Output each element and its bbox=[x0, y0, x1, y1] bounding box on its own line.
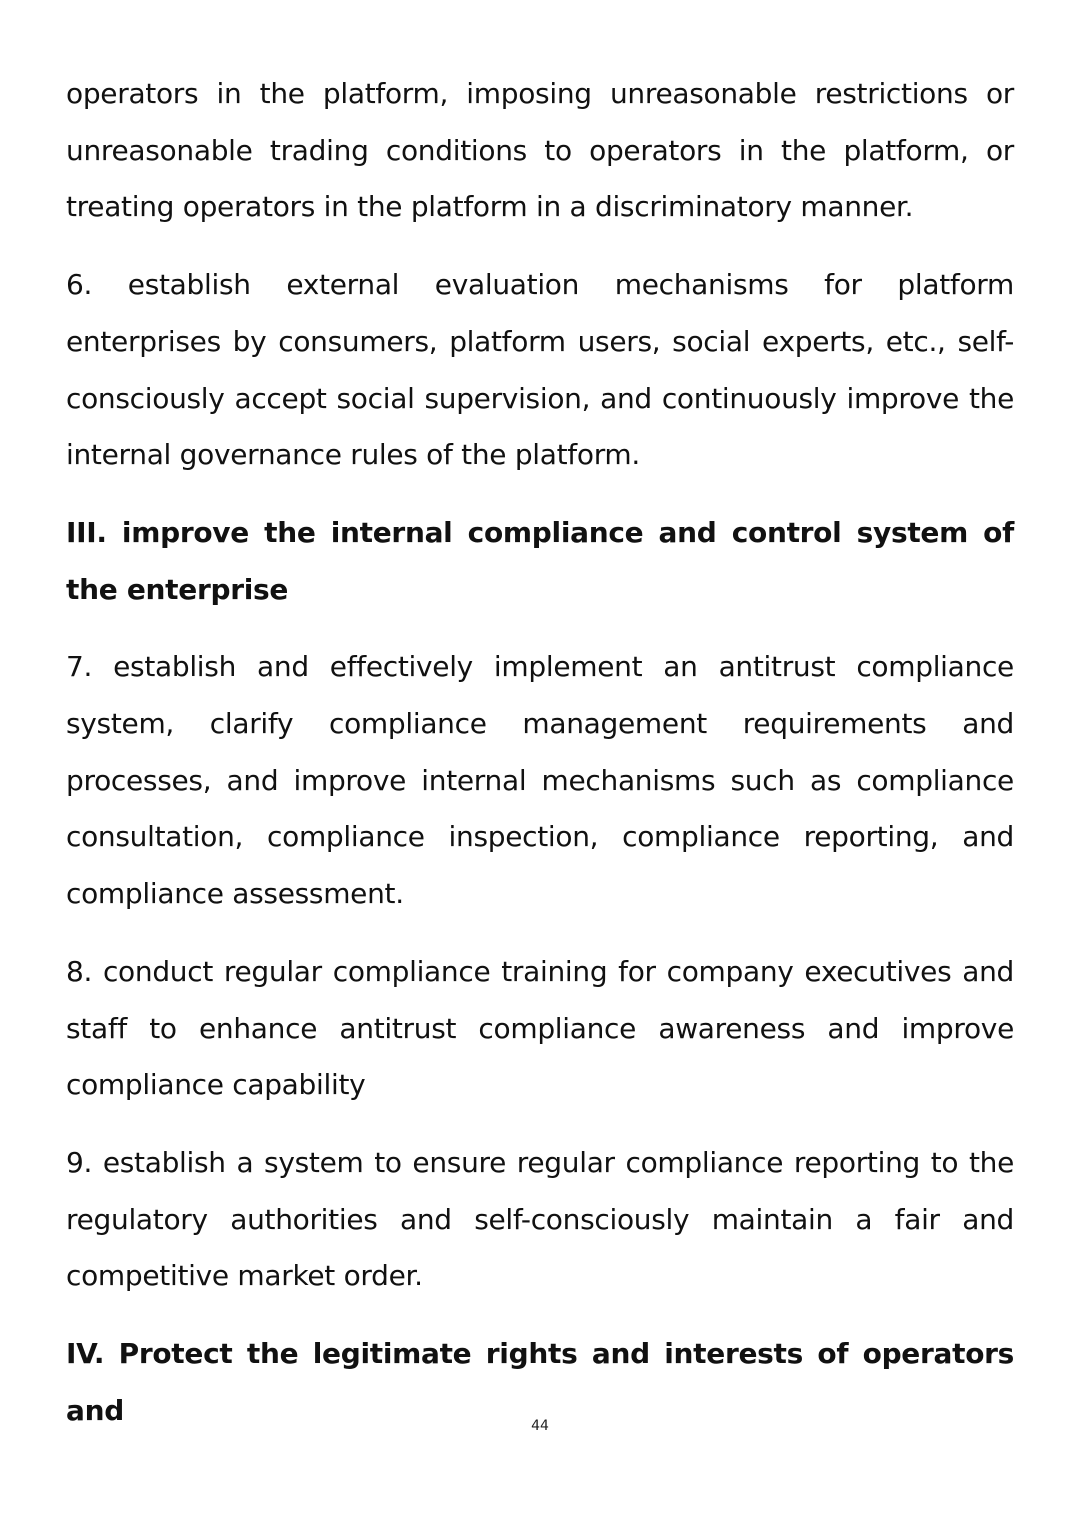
paragraph-item-8: 8. conduct regular compliance training for company executives and staff to enhance antitrust compliance awareness and improve compliance capability bbox=[66, 954, 1014, 1102]
paragraph-platform-operators: operators in the platform, imposing unreasonable restrictions or unreasonable trading conditions to operators in the platform, or treating operators in the platform in a discriminatory manner. bbox=[66, 77, 1014, 224]
paragraph-item-7: 7. establish and effectively implement an antitrust compliance system, clarify compliance management requirements and processes, and improve internal mechanisms such as compliance consultation, compliance inspection, compliance reporting, and compliance assessment. bbox=[66, 650, 1014, 911]
section-heading-iv: IV. Protect the legitimate rights and interests of operators and bbox=[66, 1337, 1014, 1427]
section-heading-iii: III. improve the internal compliance and control system of the enterprise bbox=[66, 515, 1014, 606]
page-number: 44 bbox=[531, 1418, 549, 1434]
paragraph-item-9: 9. establish a system to ensure regular compliance reporting to the regulatory authorities and self-consciously maintain a fair and competitive market order. bbox=[66, 1145, 1014, 1293]
document-page bbox=[66, 66, 1014, 1439]
paragraph-item-6: 6. establish external evaluation mechanisms for platform enterprises by consumers, platform users, social experts, etc., self-consciously accept social supervision, and continuously improve the internal governance rules of the platform. bbox=[66, 268, 1014, 472]
